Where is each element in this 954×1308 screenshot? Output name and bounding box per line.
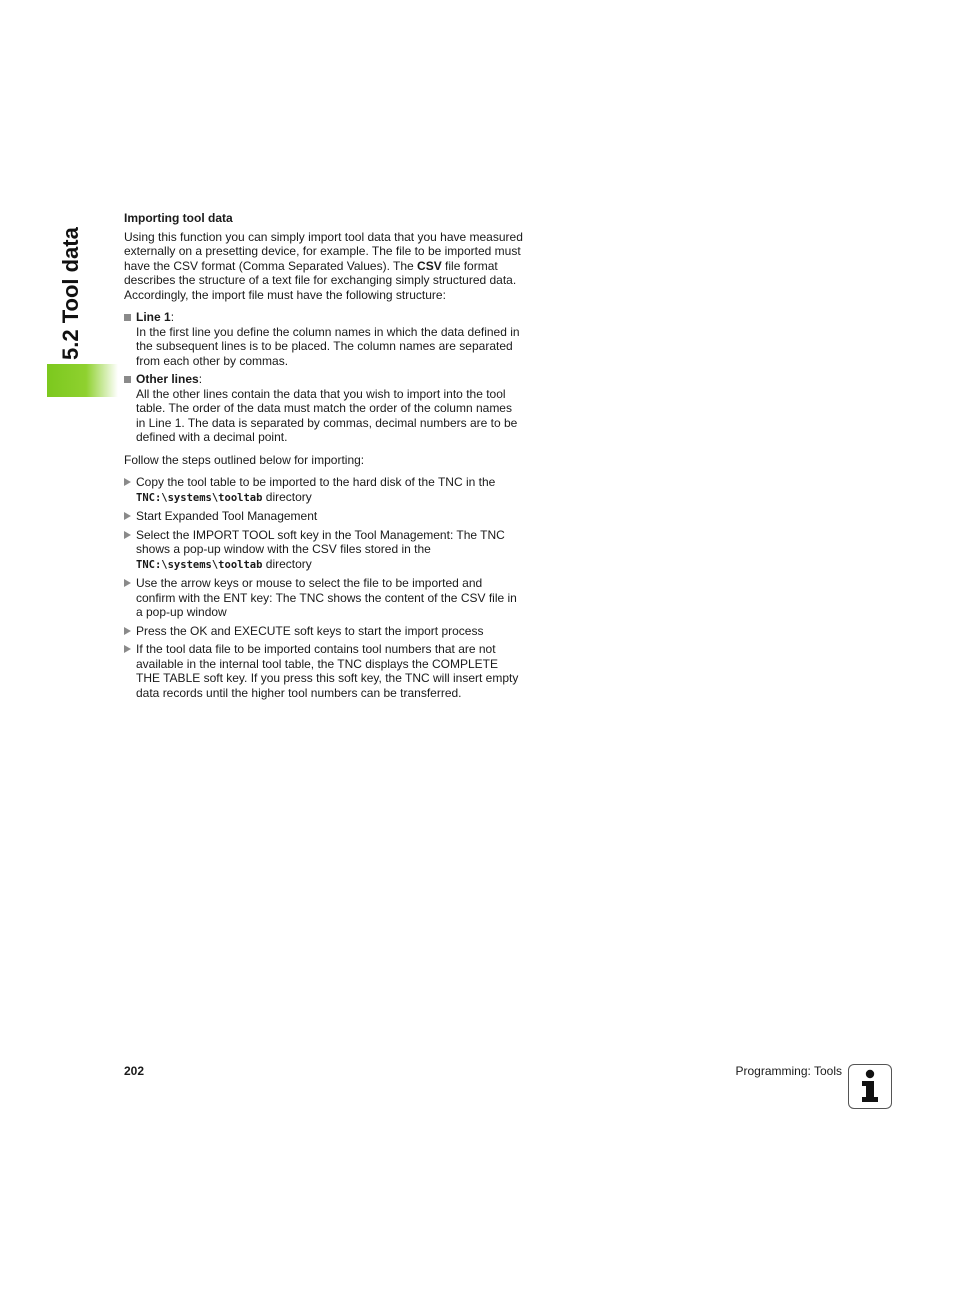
page-number: 202 [124, 1064, 145, 1078]
step-copy-table [124, 475, 524, 505]
main-content [124, 211, 524, 704]
intro-paragraph [124, 230, 524, 303]
triangle-bullet-icon [124, 579, 131, 587]
structure-suffix: : [198, 372, 203, 386]
step-import-tool-softkey [124, 528, 524, 573]
triangle-bullet-icon [124, 531, 131, 539]
square-bullet-icon [124, 314, 131, 321]
step-text: Select the IMPORT TOOL soft key in the Tool Management: The TNC shows a pop-up window with the CSV files stored in the [136, 527, 505, 556]
step-text: Press the OK and EXECUTE soft keys to start the import process [136, 623, 484, 638]
step-code-path: TNC:\systems\tooltab [136, 558, 263, 571]
triangle-bullet-icon [124, 645, 131, 653]
structure-label: Other lines [136, 372, 199, 386]
step-text: If the tool data file to be imported contains tool numbers that are not available in the internal tool table, the TNC displays the COMPLETE THE TABLE soft key. If you press this soft key, the TNC will insert empty data records until the higher tool numbers can be transferred. [136, 642, 519, 700]
square-bullet-icon [124, 376, 131, 383]
structure-label: Line 1 [136, 310, 171, 324]
section-side-title: 5.2 Tool data [58, 227, 83, 360]
structure-suffix: : [170, 310, 175, 324]
step-text: Use the arrow keys or mouse to select the file to be imported and confirm with the ENT key: The TNC shows the content of the CSV file in a pop-up window [136, 576, 517, 619]
step-ok-execute [124, 624, 524, 639]
section-color-tab [47, 364, 118, 397]
step-text: Start Expanded Tool Management [136, 509, 318, 523]
intro-bold-csv: CSV [417, 258, 442, 273]
structure-text: All the other lines contain the data that you wish to import into the tool table. The order of the data must match the order of the column names in Line 1. The data is separated by commas, decimal numbers are to be defined with a decimal point. [136, 386, 518, 444]
section-heading: Importing tool data [124, 211, 233, 225]
info-icon [848, 1064, 892, 1109]
step-code-path: TNC:\systems\tooltab [136, 491, 263, 504]
step-select-file [124, 576, 524, 620]
intro-text-2: file format describes the structure of a text file for exchanging simply structured data. Accordingly, the import file must have the following structure: [124, 258, 517, 302]
info-glyph-icon [849, 1065, 890, 1107]
follow-steps-text: Follow the steps outlined below for importing: [124, 452, 365, 467]
chapter-name: Programming: Tools [735, 1064, 842, 1078]
triangle-bullet-icon [124, 478, 131, 486]
import-steps-list [124, 475, 524, 700]
step-tail: directory [262, 556, 312, 571]
intro-text-1: Using this function you can simply import tool data that you have measured externally on a presetting device, for example. The file to be imported must have the CSV format (Comma Separated Values). The [124, 229, 523, 273]
step-text: Copy the tool table to be imported to the hard disk of the TNC in the [136, 475, 496, 489]
step-tail: directory [262, 489, 312, 504]
triangle-bullet-icon [124, 512, 131, 520]
step-start-tool-management [124, 509, 524, 524]
structure-item-line1 [124, 310, 524, 368]
structure-item-other-lines [124, 372, 524, 445]
triangle-bullet-icon [124, 627, 131, 635]
step-complete-table [124, 642, 524, 700]
structure-text: In the first line you define the column names in which the data defined in the subsequent lines is to be placed. The column names are separated from each other by commas. [136, 324, 520, 368]
